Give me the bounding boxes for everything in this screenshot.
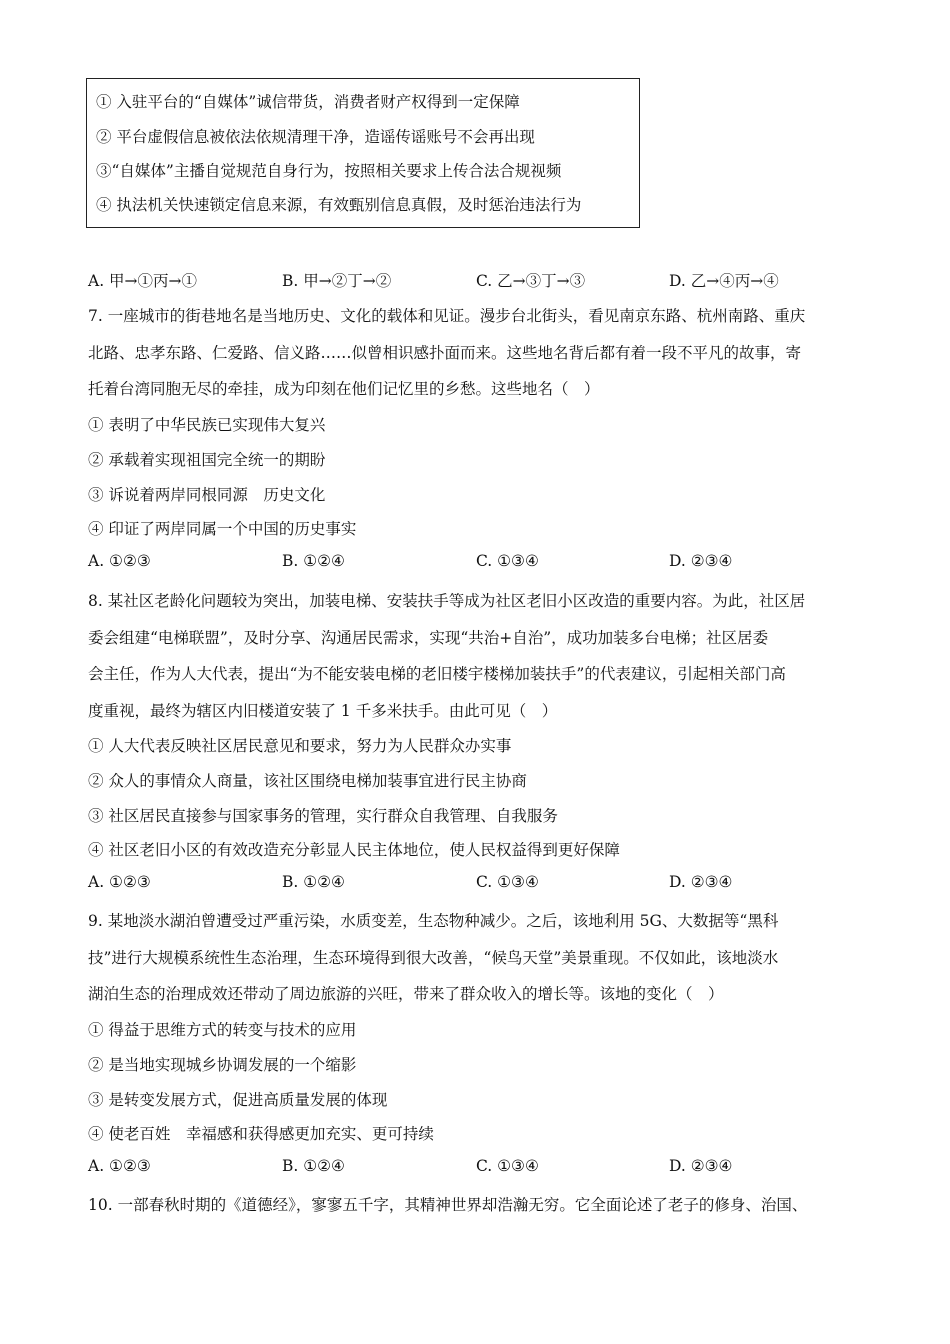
q6-option-b: B. 甲→②丁→②: [282, 272, 392, 290]
q7-stem-line-2: 北路、忠孝东路、仁爱路、信义路……似曾相识感扑面而来。这些地名背后都有着一段不平凡的故事，寄: [88, 344, 802, 362]
q6-option-d: D. 乙→④丙→④: [669, 272, 779, 290]
q9-option-b: B. ①②④: [282, 1157, 345, 1175]
q8-stem-line-1: 8. 某社区老龄化问题较为突出，加装电梯、安装扶手等成为社区老旧小区改造的重要内容。为此，社区居: [88, 592, 806, 610]
q7-item-3: ③ 诉说着两岸同根同源 历史文化: [88, 486, 326, 504]
q8-item-1: ① 人大代表反映社区居民意见和要求，努力为人民群众办实事: [88, 737, 512, 755]
q7-stem-line-1: 7. 一座城市的街巷地名是当地历史、文化的载体和见证。漫步台北街头，看见南京东路、杭州南路、重庆: [88, 307, 806, 325]
q8-item-4: ④ 社区老旧小区的有效改造充分彰显人民主体地位，使人民权益得到更好保障: [88, 841, 620, 859]
q9-stem-line-1: 9. 某地淡水湖泊曾遭受过严重污染，水质变差，生态物种减少。之后，该地利用 5G、大数据等“黑科: [88, 912, 779, 930]
q9-item-1: ① 得益于思维方式的转变与技术的应用: [88, 1021, 357, 1039]
q7-stem-line-3: 托着台湾同胞无尽的牵挂，成为印刻在他们记忆里的乡愁。这些地名（ ）: [88, 380, 600, 398]
q9-stem-line-3: 湖泊生态的治理成效还带动了周边旅游的兴旺，带来了群众收入的增长等。该地的变化（ ）: [88, 985, 724, 1003]
q9-option-d: D. ②③④: [669, 1157, 733, 1175]
statement-box: [86, 78, 640, 228]
q8-stem-line-2: 委会组建“电梯联盟”，及时分享、沟通居民需求，实现“共治+自治”，成功加装多台电梯；社区居委: [88, 629, 769, 647]
q9-stem-line-2: 技”进行大规模系统性生态治理，生态环境得到很大改善，“候鸟天堂”美景重现。不仅如此，该地淡水: [88, 949, 779, 967]
q8-item-3: ③ 社区居民直接参与国家事务的管理，实行群众自我管理、自我服务: [88, 807, 558, 825]
q7-item-2: ② 承载着实现祖国完全统一的期盼: [88, 451, 326, 469]
q8-option-c: C. ①③④: [476, 873, 539, 891]
q10-stem-line-1: 10. 一部春秋时期的《道德经》，寥寥五千字，其精神世界却浩瀚无穷。它全面论述了老子的修身、治国、: [88, 1196, 808, 1214]
q8-stem-line-4: 度重视，最终为辖区内旧楼道安装了 1 千多米扶手。由此可见（ ）: [88, 702, 558, 720]
q7-option-a: A. ①②③: [88, 552, 151, 570]
q8-item-2: ② 众人的事情众人商量，该社区围绕电梯加装事宜进行民主协商: [88, 772, 527, 790]
q7-option-c: C. ①③④: [476, 552, 539, 570]
box-item-1: ① 入驻平台的“自媒体”诚信带货，消费者财产权得到一定保障: [96, 93, 520, 111]
box-item-3: ③“自媒体”主播自觉规范自身行为，按照相关要求上传合法合规视频: [96, 162, 562, 180]
box-item-2: ② 平台虚假信息被依法依规清理干净，造谣传谣账号不会再出现: [96, 128, 535, 146]
q9-item-3: ③ 是转变发展方式，促进高质量发展的体现: [88, 1091, 388, 1109]
q7-option-d: D. ②③④: [669, 552, 733, 570]
q9-item-2: ② 是当地实现城乡协调发展的一个缩影: [88, 1056, 357, 1074]
q7-item-1: ① 表明了中华民族已实现伟大复兴: [88, 416, 326, 434]
q6-option-c: C. 乙→③丁→③: [476, 272, 586, 290]
q7-item-4: ④ 印证了两岸同属一个中国的历史事实: [88, 520, 357, 538]
q9-item-4: ④ 使老百姓 幸福感和获得感更加充实、更可持续: [88, 1125, 434, 1143]
q8-option-a: A. ①②③: [88, 873, 151, 891]
q8-stem-line-3: 会主任，作为人大代表，提出“为不能安装电梯的老旧楼宇楼梯加装扶手”的代表建议，引起相关部门高: [88, 665, 786, 683]
q7-option-b: B. ①②④: [282, 552, 345, 570]
box-item-4: ④ 执法机关快速锁定信息来源，有效甄别信息真假，及时惩治违法行为: [96, 196, 582, 214]
q9-option-a: A. ①②③: [88, 1157, 151, 1175]
q8-option-d: D. ②③④: [669, 873, 733, 891]
q8-option-b: B. ①②④: [282, 873, 345, 891]
q6-option-a: A. 甲→①丙→①: [88, 272, 198, 290]
q9-option-c: C. ①③④: [476, 1157, 539, 1175]
